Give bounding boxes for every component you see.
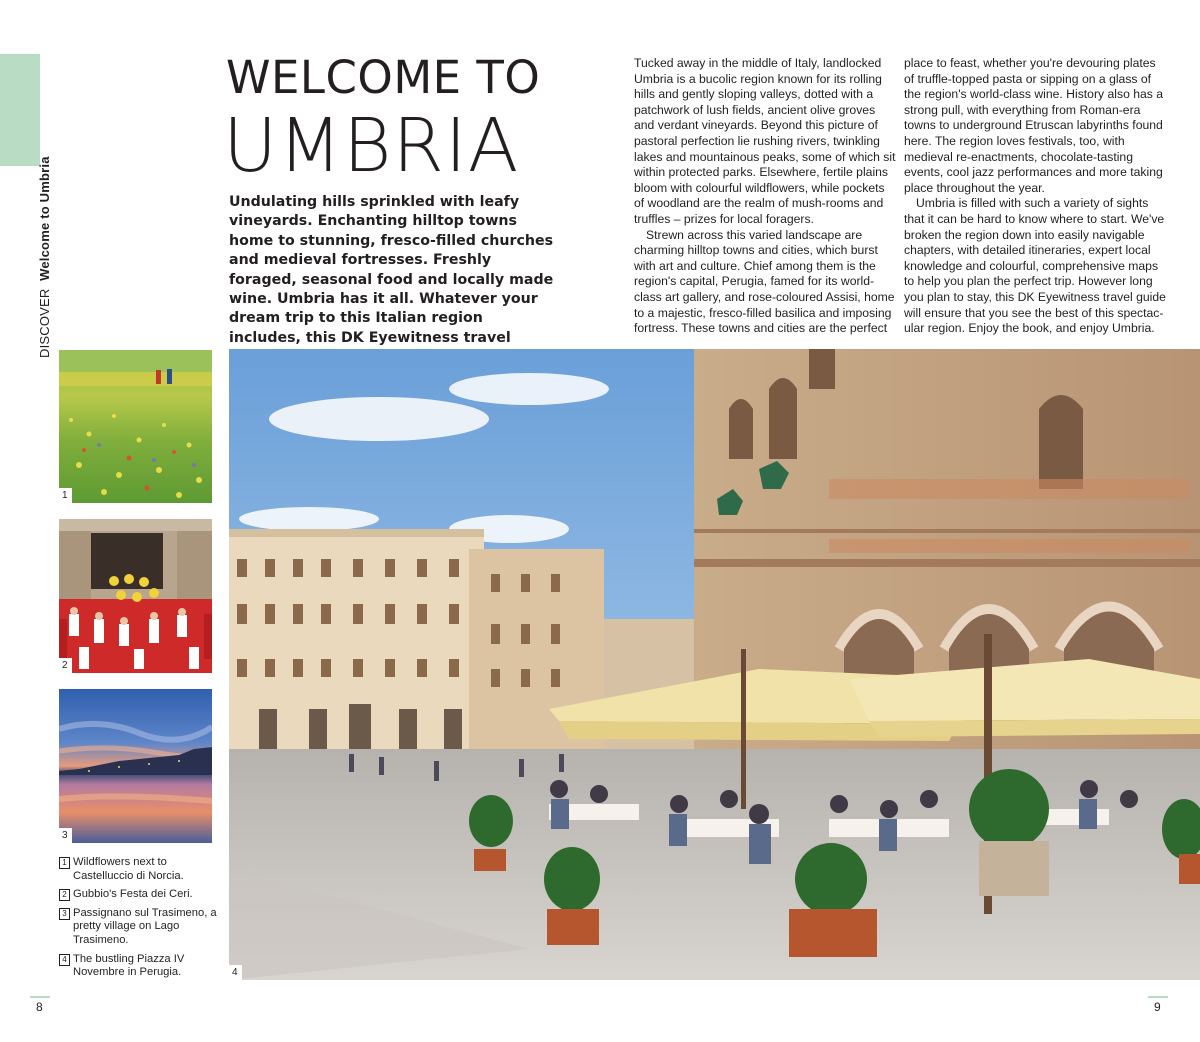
page-title — [223, 51, 541, 189]
piazza-cafe-image — [229, 349, 1200, 980]
caption-text: Wildflowers next to Castelluccio di Norcia. — [73, 856, 184, 882]
caption-item — [59, 888, 219, 902]
photo-wildflowers — [59, 350, 212, 503]
wildflower-field-image — [59, 350, 212, 503]
body-column-2 — [904, 56, 1166, 337]
title-line-1: WELCOME TO — [226, 51, 541, 104]
body-paragraph: Umbria is filled with such a variety of sights that it can be hard to know where to start. We've broken the region down into easily navigable chapters, with detailed itineraries, expert local knowledge and colourful, comprehensive maps to help you plan the perfect trip. However long you plan to stay, this DK Eyewitness travel guide will ensure that you see the best of this spectac-ular region. Enjoy the book, and enjoy Umbria. — [904, 196, 1166, 336]
photo-piazza-perugia — [229, 349, 1200, 980]
page-number-left: 8 — [36, 1000, 43, 1014]
caption-item — [59, 856, 219, 883]
page-number-right: 9 — [1154, 1000, 1161, 1014]
caption-text: The bustling Piazza IV Novembre in Perugia. — [73, 952, 185, 979]
caption-text: Gubbio's Festa dei Ceri. — [73, 888, 193, 901]
body-column-1 — [634, 56, 896, 337]
folio-rule-left — [30, 996, 50, 998]
body-paragraph: place to feast, whether you're devouring plates of truffle-topped pasta or sipping on a glass of the region's world-class wine. History also has a strong pull, with everything from Roman-era towns to underground Etruscan labyrinths found here. The region loves festivals, too, with medieval re-enactments, chocolate-tasting events, cool jazz performances and more taking place throughout the year. — [904, 56, 1164, 195]
running-head — [37, 156, 52, 358]
caption-item — [59, 907, 219, 948]
folio-rule-right — [1148, 996, 1168, 998]
caption-text: Passignano sul Trasimeno, a pretty village on Lago Trasimeno. — [73, 906, 217, 946]
caption-item — [59, 953, 219, 980]
title-line-2: UMBRIA — [223, 103, 520, 189]
running-head-chapter: Welcome to Umbria — [37, 156, 52, 281]
photo-number-4: 4 — [229, 965, 242, 980]
running-head-section: DISCOVER — [37, 288, 52, 358]
festival-crowd-image — [59, 519, 212, 673]
body-paragraph: Strewn across this varied landscape are charming hilltop towns and cities, which burst with art and culture. Chief among them is the region's capital, Perugia, famed for its world-class art gallery, and rose-coloured Assisi, home to a majestic, fresco-filled basilica and imposing fortress. These towns and cities are the perfect — [634, 227, 895, 336]
photo-number-2: 2 — [59, 658, 72, 673]
chapter-color-tab — [0, 54, 40, 166]
photo-number-3: 3 — [59, 828, 72, 843]
body-paragraph: Tucked away in the middle of Italy, landlocked Umbria is a bucolic region known for its rolling hills and gently sloping valleys, dotted with a patchwork of lush fields, ancient olive groves and verdant vineyards. Beyond this picture of pastoral perfection lie rushing rivers, twinkling lakes and mountainous peaks, some of which sit within protected parks. Elsewhere, fertile plains bloom with colourful wildflowers, while pockets of woodland are the realm of mush-rooms and truffles – prizes for local foragers. — [634, 56, 896, 226]
intro-paragraph: Undulating hills sprinkled with leafy vineyards. Enchanting hilltop towns home to stunning, fresco-filled churches and medieval fortresses. Freshly foraged, seasonal food and locally made wine. Umbria has it all. Whatever your dream trip to this Italian region includes, this DK Eyewitness travel — [229, 194, 554, 346]
photo-captions — [59, 856, 219, 985]
photo-trasimeno — [59, 689, 212, 843]
caption-number: 4 — [59, 954, 70, 966]
caption-number: 3 — [59, 908, 70, 920]
photo-festa-dei-ceri — [59, 519, 212, 673]
caption-number: 1 — [59, 857, 70, 869]
lake-sunset-image — [59, 689, 212, 843]
photo-number-1: 1 — [59, 488, 72, 503]
caption-number: 2 — [59, 889, 70, 901]
